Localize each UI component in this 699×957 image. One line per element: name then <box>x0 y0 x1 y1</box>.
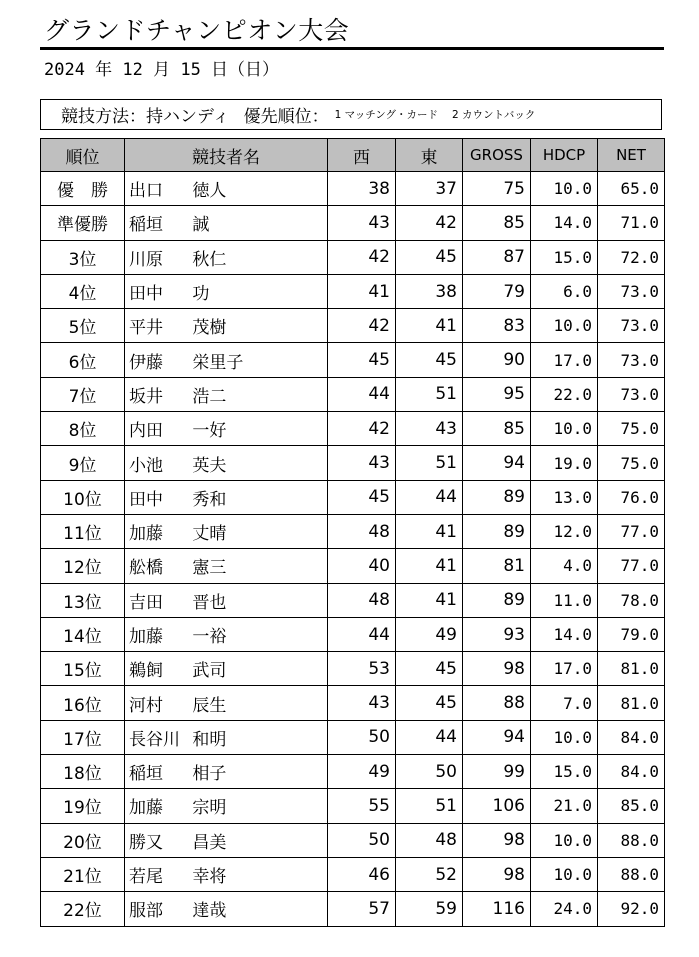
hdcp-cell: 21.0 <box>531 789 598 823</box>
table-row <box>41 240 665 274</box>
player-given-name: 浩二 <box>192 386 227 407</box>
net-cell: 77.0 <box>598 514 665 548</box>
hdcp-cell: 22.0 <box>531 377 598 411</box>
table-row <box>41 583 665 617</box>
west-score-cell: 50 <box>328 720 396 754</box>
table-row <box>41 206 665 240</box>
player-name-cell <box>125 446 328 480</box>
hdcp-cell: 13.0 <box>531 480 598 514</box>
east-score-cell: 41 <box>396 583 463 617</box>
west-score-cell: 38 <box>328 172 396 206</box>
player-name-cell <box>125 755 328 789</box>
west-score-cell: 42 <box>328 240 396 274</box>
player-name-cell <box>125 377 328 411</box>
rank-cell: 12位 <box>41 549 125 583</box>
player-given-name: 憲三 <box>192 558 227 579</box>
east-score-cell: 41 <box>396 549 463 583</box>
player-given-name: 昌美 <box>192 832 227 853</box>
west-score-cell: 57 <box>328 892 396 926</box>
player-surname: 服部 <box>129 901 163 922</box>
table-row <box>41 172 665 206</box>
table-row <box>41 686 665 720</box>
rank-cell: 20位 <box>41 823 125 857</box>
player-surname: 舩橋 <box>129 558 163 579</box>
player-name-cell <box>125 412 328 446</box>
east-score-cell: 45 <box>396 686 463 720</box>
player-given-name: 茂樹 <box>192 318 227 339</box>
gross-cell: 81 <box>463 549 531 583</box>
rank-cell: 22位 <box>41 892 125 926</box>
hdcp-cell: 14.0 <box>531 617 598 651</box>
table-row <box>41 857 665 891</box>
player-name-cell <box>125 274 328 308</box>
east-score-cell: 45 <box>396 652 463 686</box>
west-score-cell: 53 <box>328 652 396 686</box>
player-name-cell <box>125 514 328 548</box>
player-name-cell <box>125 857 328 891</box>
east-score-cell: 51 <box>396 446 463 480</box>
net-cell: 75.0 <box>598 412 665 446</box>
player-name-cell <box>125 617 328 651</box>
west-score-cell: 43 <box>328 686 396 720</box>
rank-cell: 優 勝 <box>41 172 125 206</box>
west-score-cell: 55 <box>328 789 396 823</box>
east-score-cell: 52 <box>396 857 463 891</box>
gross-cell: 98 <box>463 857 531 891</box>
player-surname: 田中 <box>129 284 163 305</box>
table-row <box>41 617 665 651</box>
net-cell: 65.0 <box>598 172 665 206</box>
player-surname: 鵜飼 <box>129 661 163 682</box>
gross-cell: 87 <box>463 240 531 274</box>
rank-cell: 18位 <box>41 755 125 789</box>
gross-cell: 93 <box>463 617 531 651</box>
rank-cell: 5位 <box>41 309 125 343</box>
gross-cell: 98 <box>463 823 531 857</box>
net-cell: 73.0 <box>598 309 665 343</box>
net-cell: 76.0 <box>598 480 665 514</box>
player-surname: 稲垣 <box>129 215 163 236</box>
gross-cell: 99 <box>463 755 531 789</box>
net-cell: 85.0 <box>598 789 665 823</box>
net-cell: 81.0 <box>598 686 665 720</box>
player-given-name: 丈晴 <box>192 524 227 545</box>
gross-cell: 94 <box>463 446 531 480</box>
header-name: 競技者名 <box>125 139 328 172</box>
player-given-name: 栄里子 <box>192 352 244 373</box>
hdcp-cell: 10.0 <box>531 857 598 891</box>
net-cell: 75.0 <box>598 446 665 480</box>
player-name-cell <box>125 823 328 857</box>
net-cell: 84.0 <box>598 720 665 754</box>
player-surname: 内田 <box>129 421 163 442</box>
west-score-cell: 40 <box>328 549 396 583</box>
player-name-cell <box>125 583 328 617</box>
gross-cell: 85 <box>463 412 531 446</box>
priority-1: 1 マッチング・カード <box>334 109 439 121</box>
west-score-cell: 50 <box>328 823 396 857</box>
hdcp-cell: 10.0 <box>531 412 598 446</box>
gross-cell: 98 <box>463 652 531 686</box>
east-score-cell: 45 <box>396 343 463 377</box>
gross-cell: 95 <box>463 377 531 411</box>
player-given-name: 秋仁 <box>192 249 227 270</box>
east-score-cell: 42 <box>396 206 463 240</box>
player-name-cell <box>125 720 328 754</box>
rank-cell: 21位 <box>41 857 125 891</box>
player-surname: 長谷川 <box>129 729 180 750</box>
player-given-name: 一好 <box>192 421 227 442</box>
net-cell: 73.0 <box>598 343 665 377</box>
results-table <box>40 138 665 927</box>
hdcp-cell: 15.0 <box>531 755 598 789</box>
west-score-cell: 45 <box>328 343 396 377</box>
west-score-cell: 41 <box>328 274 396 308</box>
gross-cell: 79 <box>463 274 531 308</box>
gross-cell: 88 <box>463 686 531 720</box>
net-cell: 73.0 <box>598 377 665 411</box>
header-net: NET <box>598 139 665 172</box>
net-cell: 77.0 <box>598 549 665 583</box>
player-name-cell <box>125 240 328 274</box>
player-name-cell <box>125 686 328 720</box>
hdcp-cell: 6.0 <box>531 274 598 308</box>
table-row <box>41 343 665 377</box>
table-row <box>41 652 665 686</box>
east-score-cell: 41 <box>396 514 463 548</box>
hdcp-cell: 14.0 <box>531 206 598 240</box>
table-row <box>41 377 665 411</box>
west-score-cell: 45 <box>328 480 396 514</box>
player-name-cell <box>125 343 328 377</box>
hdcp-cell: 15.0 <box>531 240 598 274</box>
player-given-name: 晋也 <box>192 592 227 613</box>
west-score-cell: 43 <box>328 206 396 240</box>
player-given-name: 達哉 <box>192 901 227 922</box>
hdcp-cell: 10.0 <box>531 309 598 343</box>
player-name-cell <box>125 549 328 583</box>
east-score-cell: 45 <box>396 240 463 274</box>
player-name-cell <box>125 652 328 686</box>
rank-cell: 13位 <box>41 583 125 617</box>
player-surname: 伊藤 <box>129 352 163 373</box>
gross-cell: 89 <box>463 514 531 548</box>
player-surname: 小池 <box>129 455 163 476</box>
gross-cell: 75 <box>463 172 531 206</box>
rank-cell: 8位 <box>41 412 125 446</box>
player-name-cell <box>125 309 328 343</box>
player-given-name: 秀和 <box>192 489 227 510</box>
player-given-name: 功 <box>192 284 210 305</box>
rank-cell: 17位 <box>41 720 125 754</box>
net-cell: 78.0 <box>598 583 665 617</box>
east-score-cell: 50 <box>396 755 463 789</box>
player-name-cell <box>125 206 328 240</box>
player-name-cell <box>125 789 328 823</box>
priority-2: 2 カウントバック <box>452 109 536 121</box>
net-cell: 73.0 <box>598 274 665 308</box>
hdcp-cell: 12.0 <box>531 514 598 548</box>
gross-cell: 90 <box>463 343 531 377</box>
header-gross: GROSS <box>463 139 531 172</box>
west-score-cell: 48 <box>328 514 396 548</box>
player-surname: 川原 <box>129 249 163 270</box>
table-row <box>41 480 665 514</box>
gross-cell: 94 <box>463 720 531 754</box>
west-score-cell: 48 <box>328 583 396 617</box>
player-surname: 加藤 <box>129 627 163 647</box>
hdcp-cell: 11.0 <box>531 583 598 617</box>
west-score-cell: 44 <box>328 617 396 651</box>
net-cell: 92.0 <box>598 892 665 926</box>
net-cell: 84.0 <box>598 755 665 789</box>
rank-cell: 4位 <box>41 274 125 308</box>
player-surname: 加藤 <box>129 524 163 545</box>
table-row <box>41 309 665 343</box>
west-score-cell: 46 <box>328 857 396 891</box>
player-surname: 勝又 <box>129 832 163 853</box>
rank-cell: 19位 <box>41 789 125 823</box>
net-cell: 71.0 <box>598 206 665 240</box>
player-surname: 田中 <box>129 489 163 510</box>
net-cell: 72.0 <box>598 240 665 274</box>
player-given-name: 相子 <box>192 764 227 785</box>
gross-cell: 85 <box>463 206 531 240</box>
east-score-cell: 38 <box>396 274 463 308</box>
header-hdcp: HDCP <box>531 139 598 172</box>
player-surname: 平井 <box>129 318 163 339</box>
player-surname: 坂井 <box>129 386 163 407</box>
net-cell: 88.0 <box>598 857 665 891</box>
rank-cell: 3位 <box>41 240 125 274</box>
player-surname: 若尾 <box>129 867 163 888</box>
rank-cell: 7位 <box>41 377 125 411</box>
east-score-cell: 49 <box>396 617 463 651</box>
net-cell: 79.0 <box>598 617 665 651</box>
east-score-cell: 44 <box>396 720 463 754</box>
gross-cell: 83 <box>463 309 531 343</box>
west-score-cell: 49 <box>328 755 396 789</box>
rank-cell: 準優勝 <box>41 206 125 240</box>
competition-method-box <box>40 99 662 130</box>
east-score-cell: 51 <box>396 377 463 411</box>
header-west: 西 <box>328 139 396 172</box>
gross-cell: 89 <box>463 583 531 617</box>
east-score-cell: 41 <box>396 309 463 343</box>
hdcp-cell: 17.0 <box>531 343 598 377</box>
hdcp-cell: 10.0 <box>531 172 598 206</box>
player-given-name: 誠 <box>192 215 210 236</box>
header-rank: 順位 <box>41 139 125 172</box>
table-row <box>41 412 665 446</box>
player-given-name: 和明 <box>192 729 227 750</box>
player-given-name: 一裕 <box>192 627 227 647</box>
table-row <box>41 789 665 823</box>
rank-cell: 6位 <box>41 343 125 377</box>
header-east: 東 <box>396 139 463 172</box>
east-score-cell: 51 <box>396 789 463 823</box>
hdcp-cell: 7.0 <box>531 686 598 720</box>
gross-cell: 116 <box>463 892 531 926</box>
title-underline <box>40 47 664 50</box>
hdcp-cell: 17.0 <box>531 652 598 686</box>
player-surname: 河村 <box>129 695 163 716</box>
player-given-name: 英夫 <box>192 455 227 476</box>
priority-label: 優先順位： <box>243 107 329 127</box>
table-row <box>41 892 665 926</box>
east-score-cell: 44 <box>396 480 463 514</box>
table-row <box>41 720 665 754</box>
player-name-cell <box>125 172 328 206</box>
table-row <box>41 755 665 789</box>
hdcp-cell: 4.0 <box>531 549 598 583</box>
table-row <box>41 446 665 480</box>
player-given-name: 辰生 <box>192 695 227 716</box>
player-surname: 稲垣 <box>129 764 163 785</box>
rank-cell: 15位 <box>41 652 125 686</box>
player-given-name: 武司 <box>192 661 227 682</box>
gross-cell: 106 <box>463 789 531 823</box>
player-given-name: 徳人 <box>192 181 227 202</box>
table-row <box>41 823 665 857</box>
method-label: 競技方法：持ハンディ <box>61 107 230 127</box>
east-score-cell: 48 <box>396 823 463 857</box>
player-surname: 吉田 <box>129 592 163 613</box>
east-score-cell: 37 <box>396 172 463 206</box>
west-score-cell: 43 <box>328 446 396 480</box>
table-header-row <box>41 139 665 172</box>
rank-cell: 14位 <box>41 617 125 651</box>
rank-cell: 9位 <box>41 446 125 480</box>
west-score-cell: 42 <box>328 309 396 343</box>
east-score-cell: 59 <box>396 892 463 926</box>
rank-cell: 11位 <box>41 514 125 548</box>
net-cell: 88.0 <box>598 823 665 857</box>
table-row <box>41 514 665 548</box>
west-score-cell: 44 <box>328 377 396 411</box>
rank-cell: 16位 <box>41 686 125 720</box>
hdcp-cell: 24.0 <box>531 892 598 926</box>
player-surname: 出口 <box>129 181 163 202</box>
rank-cell: 10位 <box>41 480 125 514</box>
hdcp-cell: 10.0 <box>531 823 598 857</box>
player-surname: 加藤 <box>129 798 163 819</box>
page-title: グランドチャンピオン大会 <box>44 16 350 45</box>
west-score-cell: 42 <box>328 412 396 446</box>
player-given-name: 幸将 <box>192 867 227 888</box>
table-row <box>41 549 665 583</box>
table-row <box>41 274 665 308</box>
hdcp-cell: 19.0 <box>531 446 598 480</box>
player-name-cell <box>125 892 328 926</box>
gross-cell: 89 <box>463 480 531 514</box>
event-date: 2024 年 12 月 15 日（日） <box>44 60 280 80</box>
east-score-cell: 43 <box>396 412 463 446</box>
player-name-cell <box>125 480 328 514</box>
player-given-name: 宗明 <box>192 798 227 819</box>
net-cell: 81.0 <box>598 652 665 686</box>
hdcp-cell: 10.0 <box>531 720 598 754</box>
